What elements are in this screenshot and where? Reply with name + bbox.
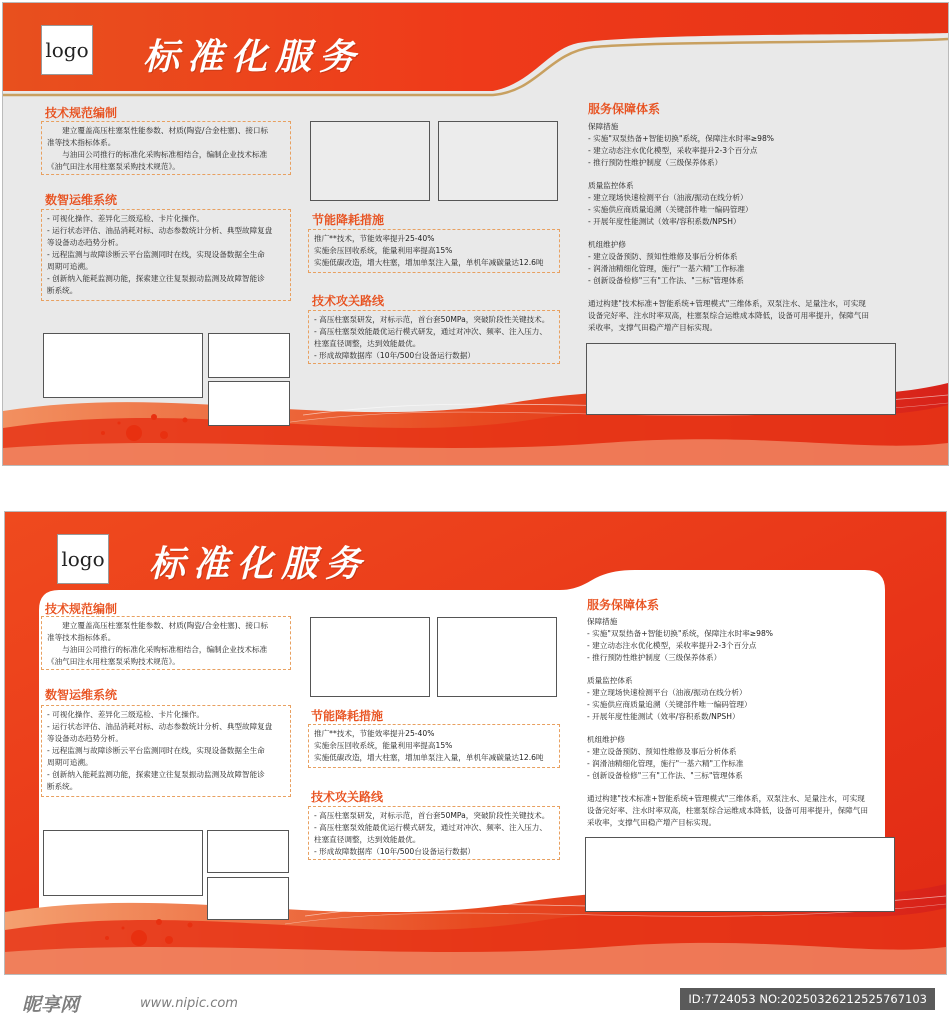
list-item: - 创新设备检修"三有"工作法、"三标"管理体系 (588, 276, 744, 285)
image-placeholder (586, 343, 896, 415)
energy-saving-box (308, 229, 560, 273)
list-item: - 实施供应商质量追溯（关键部件唯一编码管理） (588, 205, 753, 214)
list-item: - 创新设备检修"三有"工作法、"三标"管理体系 (587, 771, 743, 780)
image-placeholder (437, 617, 557, 697)
tech-spec-box (41, 616, 291, 670)
heading-energy-saving: 节能降耗措施 (311, 709, 384, 723)
energy-saving-box (308, 724, 560, 768)
page-title: 标准化服务 (143, 37, 364, 78)
summary-line: 通过构建"技术标准+智能系统+管理模式"三维体系，双泵注水、足量注水，可实现 (587, 794, 865, 803)
text-line: 《油气田注水用柱塞泵采购技术规范》。 (47, 162, 180, 171)
text-line: 实施低碳改造，增大柱塞，增加单泵注入量，单机年减碳量达12.6吨 (314, 753, 544, 762)
site-logo: 昵享网 (22, 994, 80, 1016)
service-panel (587, 616, 879, 829)
summary-line: 通过构建"技术标准+智能系统+管理模式"三维体系，双泵注水、足量注水，可实现 (588, 299, 866, 308)
tech-route-box (308, 310, 560, 364)
list-item: - 建立动态注水优化模型，采收率提升2-3个百分点 (587, 641, 757, 650)
image-id-label: ID:7724053 NO:20250326212525767103 (680, 988, 935, 1010)
board-version-1 (2, 2, 949, 466)
text-line: - 运行状态评估、油品消耗对标、动态参数统计分析、典型故障复盘 (47, 226, 273, 235)
group-title: 质量监控体系 (588, 181, 634, 190)
text-line: 断系统。 (47, 286, 78, 295)
list-item: - 开展年度性能测试（效率/容积系数/NPSH） (588, 217, 741, 226)
text-line: - 远程监测与故障诊断云平台监测同时在线，实现设备数据全生命 (47, 250, 265, 259)
text-line: 周期可追溯。 (47, 262, 93, 271)
heading-service: 服务保障体系 (587, 598, 660, 612)
text-line: 《油气田注水用柱塞泵采购技术规范》。 (47, 657, 180, 666)
heading-digital-ops: 数智运维系统 (45, 688, 118, 702)
image-placeholder (585, 837, 895, 912)
list-item: - 开展年度性能测试（效率/容积系数/NPSH） (587, 712, 740, 721)
text-line: - 可视化操作、差异化三级巡检、卡片化操作。 (47, 710, 205, 719)
heading-tech-route: 技术攻关路线 (312, 294, 385, 308)
summary-line: 采收率，支撑气田稳产增产目标实现。 (588, 323, 718, 332)
text-line: 实施低碳改造，增大柱塞，增加单泵注入量，单机年减碳量达12.6吨 (314, 258, 544, 267)
group-title: 机组维护修 (587, 735, 625, 744)
text-line: - 形成故障数据库（10年/500台设备运行数据） (314, 351, 475, 360)
heading-digital-ops: 数智运维系统 (45, 193, 118, 207)
text-line: 推广**技术，节能效率提升25-40% (314, 234, 435, 243)
text-line: 与油田公司推行的标准化采购标准相结合，编制企业技术标准 (47, 150, 268, 159)
text-line: 推广**技术，节能效率提升25-40% (314, 729, 435, 738)
list-item: - 润滑油精细化管理，施行"一基六精"工作标准 (587, 759, 744, 768)
list-item: - 建立现场快速检测平台（油液/振动在线分析） (588, 193, 748, 202)
text-line: 柱塞直径调整，达到效能最优。 (314, 835, 421, 844)
text-line: 柱塞直径调整，达到效能最优。 (314, 339, 421, 348)
list-item: - 实施"双泵热备+智能切换"系统，保障注水时率≥98% (588, 134, 775, 143)
list-item: - 建立设备预防、预知性维修及事后分析体系 (588, 252, 738, 261)
tech-route-box (308, 806, 560, 860)
list-item: - 实施供应商质量追溯（关键部件唯一编码管理） (587, 700, 752, 709)
text-line: - 高压柱塞泵研发，对标示范，首台套50MPa，突破阶段性关键技术。 (314, 811, 550, 820)
group-title: 机组维护修 (588, 240, 626, 249)
list-item: - 推行预防性维护制度（三级保养体系） (588, 158, 723, 167)
image-placeholder (310, 121, 430, 201)
list-item: - 建立现场快速检测平台（油液/振动在线分析） (587, 688, 747, 697)
text-line: - 运行状态评估、油品消耗对标、动态参数统计分析、典型故障复盘 (47, 722, 273, 731)
list-item: - 建立动态注水优化模型，采收率提升2-3个百分点 (588, 146, 758, 155)
text-line: - 高压柱塞泵研发，对标示范，首台套50MPa，突破阶段性关键技术。 (314, 315, 550, 324)
text-line: 实施余压回收系统，能量利用率提高15% (314, 246, 453, 255)
list-item: - 推行预防性维护制度（三级保养体系） (587, 653, 722, 662)
image-placeholder (43, 333, 203, 398)
image-placeholder (438, 121, 558, 201)
logo-placeholder: logo (57, 534, 109, 584)
image-placeholder (208, 381, 290, 426)
text-line: - 创新纳入能耗监测功能，探索建立往复泵振动监测及故障智能诊 (47, 274, 265, 283)
summary-line: 设备完好率、注水时率双高，柱塞泵综合运维成本降低，设备可用率提升，保障气田 (587, 806, 868, 815)
digital-ops-box (41, 209, 291, 301)
heading-service: 服务保障体系 (588, 102, 661, 116)
image-placeholder (43, 830, 203, 896)
text-line: - 高压柱塞泵效能最优运行模式研发，通过对冲次、频率、注入压力、 (314, 823, 547, 832)
digital-ops-box (41, 705, 291, 797)
tech-spec-box (41, 121, 291, 175)
text-line: 与油田公司推行的标准化采购标准相结合，编制企业技术标准 (47, 645, 268, 654)
image-placeholder (207, 877, 289, 920)
text-line: - 创新纳入能耗监测功能，探索建立往复泵振动监测及故障智能诊 (47, 770, 265, 779)
list-item: - 实施"双泵热备+智能切换"系统，保障注水时率≥98% (587, 629, 774, 638)
text-line: 准等技术指标体系。 (47, 633, 116, 642)
text-line: 周期可追溯。 (47, 758, 93, 767)
group-title: 质量监控体系 (587, 676, 633, 685)
board-version-2 (4, 511, 947, 975)
text-line: 建立覆盖高压柱塞泵性能参数、材质(陶瓷/合金柱塞)、接口标 (47, 621, 269, 630)
heading-tech-spec: 技术规范编制 (45, 106, 118, 120)
image-placeholder (208, 333, 290, 378)
image-placeholder (207, 830, 289, 873)
text-line: 建立覆盖高压柱塞泵性能参数、材质(陶瓷/合金柱塞)、接口标 (47, 126, 269, 135)
list-item: - 润滑油精细化管理，施行"一基六精"工作标准 (588, 264, 745, 273)
text-line: 实施余压回收系统，能量利用率提高15% (314, 741, 453, 750)
image-placeholder (310, 617, 430, 697)
summary-line: 设备完好率、注水时率双高，柱塞泵综合运维成本降低，设备可用率提升，保障气田 (588, 311, 869, 320)
logo-placeholder: logo (41, 25, 93, 75)
text-line: - 可视化操作、差异化三级巡检、卡片化操作。 (47, 214, 205, 223)
heading-tech-route: 技术攻关路线 (311, 790, 384, 804)
heading-tech-spec: 技术规范编制 (45, 602, 118, 616)
list-item: - 建立设备预防、预知性维修及事后分析体系 (587, 747, 737, 756)
text-line: 准等技术指标体系。 (47, 138, 116, 147)
group-title: 保障措施 (588, 122, 619, 131)
page-title: 标准化服务 (149, 544, 370, 585)
text-line: 等设备动态趋势分析。 (47, 734, 123, 743)
text-line: - 远程监测与故障诊断云平台监测同时在线，实现设备数据全生命 (47, 746, 265, 755)
summary-line: 采收率，支撑气田稳产增产目标实现。 (587, 818, 717, 827)
site-url: www.nipic.com (140, 996, 238, 1011)
text-line: - 高压柱塞泵效能最优运行模式研发，通过对冲次、频率、注入压力、 (314, 327, 547, 336)
group-title: 保障措施 (587, 617, 618, 626)
heading-energy-saving: 节能降耗措施 (312, 213, 385, 227)
text-line: 等设备动态趋势分析。 (47, 238, 123, 247)
service-panel (588, 121, 908, 334)
text-line: 断系统。 (47, 782, 78, 791)
text-line: - 形成故障数据库（10年/500台设备运行数据） (314, 847, 475, 856)
